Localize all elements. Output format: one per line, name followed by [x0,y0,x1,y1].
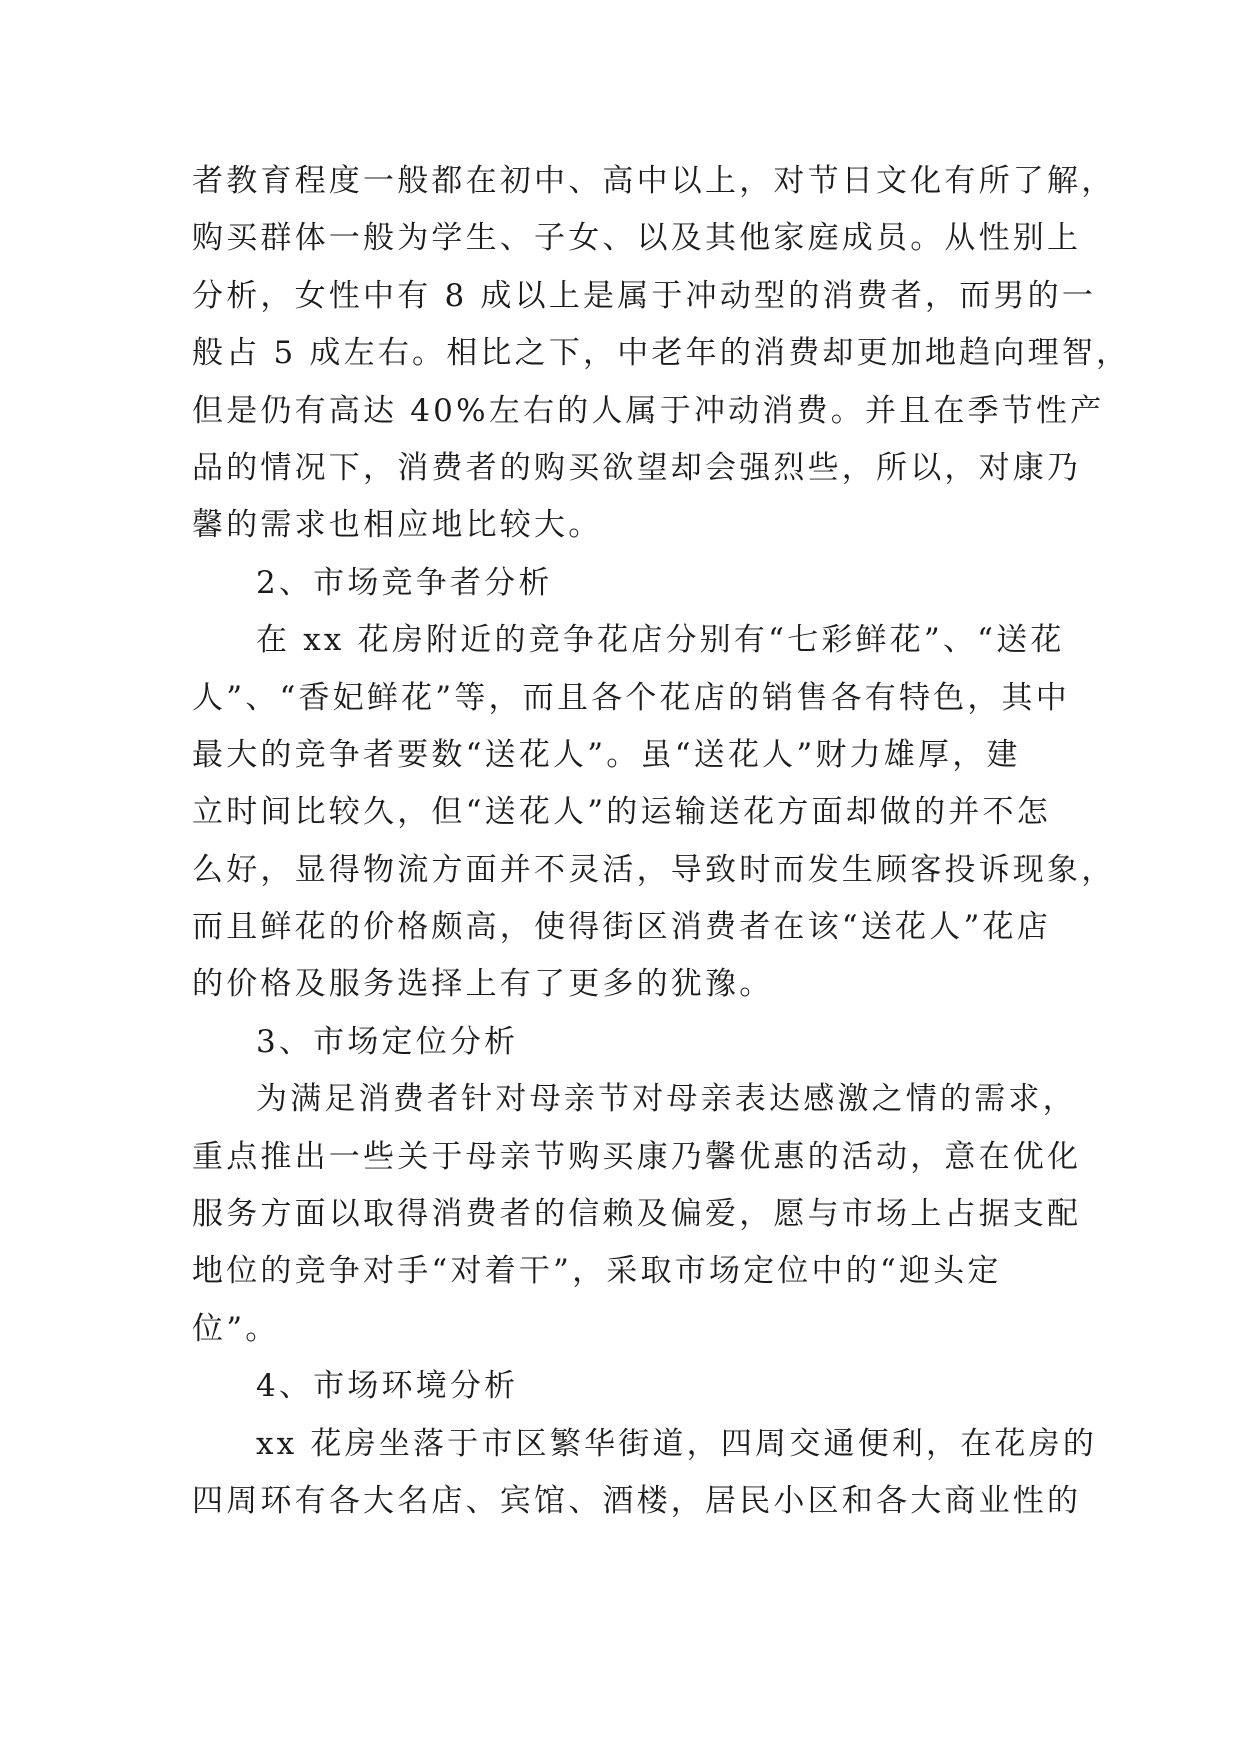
body-line: 馨的需求也相应地比较大。 [192,507,603,544]
section-heading: 2、市场竞争者分析 [256,564,553,601]
body-line: 购买群体一般为学生、子女、以及其他家庭成员。从性别上 [192,220,1082,257]
body-line: 立时间比较久，但“送花人”的运输送花方面却做的并不怎 [192,794,1051,831]
body-line: 为满足消费者针对母亲节对母亲表达感激之情的需求， [256,1081,1077,1118]
body-line: 者教育程度一般都在初中、高中以上，对节日文化有所了解， [192,163,1116,199]
body-line: 么好，显得物流方面并不灵活，导致时而发生顾客投诉现象， [192,851,1116,888]
body-line: 的价格及服务选择上有了更多的犹豫。 [192,966,774,1003]
body-line: 般占 5 成左右。相比之下，中老年的消费却更加地趋向理智， [192,335,1131,372]
body-line: 重点推出一些关于母亲节购买康乃馨优惠的活动，意在优化 [192,1138,1082,1175]
body-line: 地位的竞争对手“对着干”，采取市场定位中的“迎头定 [192,1253,1002,1290]
body-line: 而且鲜花的价格颇高，使得街区消费者在该“送花人”花店 [192,909,1051,946]
document-body [192,153,1131,1530]
section-heading: 3、市场定位分析 [256,1023,519,1060]
body-line: 最大的竞争者要数“送花人”。虽“送花人”财力雄厚，建 [192,736,1021,773]
body-line: 位”。 [192,1310,280,1347]
body-line: 分析，女性中有 8 成以上是属于冲动型的消费者，而男的一 [192,277,1097,314]
body-line: 人”、“香妃鲜花”等，而且各个花店的销售各有特色，其中 [192,679,1070,716]
body-line: 品的情况下，消费者的购买欲望却会强烈些，所以，对康乃 [192,449,1082,486]
body-line: 四周环有各大名店、宾馆、酒楼，居民小区和各大商业性的 [192,1482,1082,1519]
body-line: 服务方面以取得消费者的信赖及偏爱，愿与市场上占据支配 [192,1196,1082,1233]
body-line: 但是仍有高达 40%左右的人属于冲动消费。并且在季节性产 [192,392,1105,429]
section-heading: 4、市场环境分析 [256,1368,519,1405]
body-line: xx 花房坐落于市区繁华街道，四周交通便利，在花房的 [256,1425,1098,1462]
body-line: 在 xx 花房附近的竞争花店分别有“七彩鲜花”、“送花 [256,622,1065,659]
